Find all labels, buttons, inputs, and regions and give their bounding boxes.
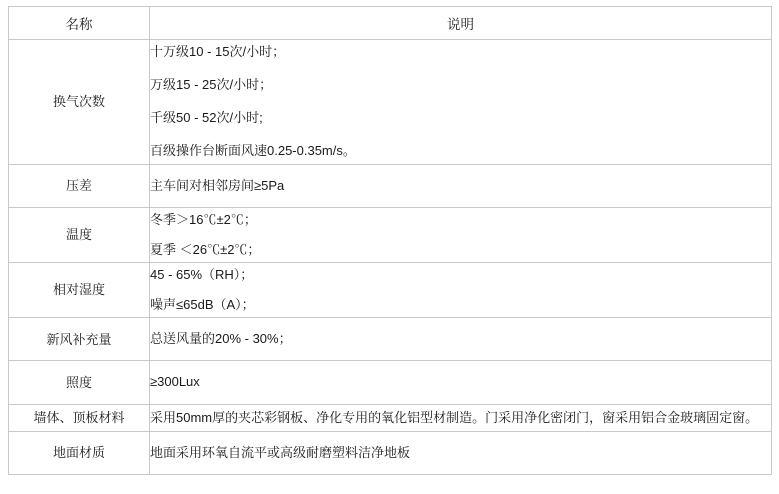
table-row — [9, 318, 772, 361]
row-description — [150, 207, 772, 262]
row-name: 换气次数 — [9, 40, 150, 165]
row-description — [150, 431, 772, 474]
description-line: 主车间对相邻房间≥5Pa — [150, 177, 285, 193]
column-header-name: 名称 — [9, 7, 150, 40]
table-header — [9, 7, 772, 40]
description-line: 千级50 - 52次/小时; — [150, 110, 263, 126]
description-line: 噪声≤65dB（A）； — [150, 297, 255, 313]
table-row — [9, 404, 772, 431]
row-description — [150, 164, 772, 207]
description-line: 万级15 - 25次/小时； — [150, 77, 273, 93]
description-line: ≥300Lux — [150, 374, 200, 390]
table-row — [9, 431, 772, 474]
table-row — [9, 207, 772, 262]
description-line: 冬季＞16℃±2℃； — [150, 211, 257, 227]
row-description — [150, 404, 772, 431]
row-name: 相对湿度 — [9, 262, 150, 317]
description-line: 地面采用环氧自流平或高级耐磨塑料洁净地板 — [150, 444, 411, 460]
row-name: 地面材质 — [9, 431, 150, 474]
specification-table — [8, 6, 772, 475]
row-name: 墙体、顶板材料 — [9, 404, 150, 431]
table-row — [9, 40, 772, 165]
row-name: 压差 — [9, 164, 150, 207]
column-header-description: 说明 — [150, 7, 772, 40]
description-line: 夏季 ＜26℃±2℃； — [150, 241, 261, 257]
table-header-row — [9, 7, 772, 40]
table-row — [9, 164, 772, 207]
table-row — [9, 262, 772, 317]
row-description — [150, 262, 772, 317]
description-line: 十万级10 - 15次/小时； — [150, 44, 286, 59]
description-line: 百级操作台断面风速0.25-0.35m/s。 — [150, 143, 356, 159]
table-row — [9, 361, 772, 404]
row-name: 照度 — [9, 361, 150, 404]
row-description — [150, 318, 772, 361]
row-name: 新风补充量 — [9, 318, 150, 361]
row-name: 温度 — [9, 207, 150, 262]
description-line: 采用50mm厚的夹芯彩钢板、净化专用的氧化铝型材制造。门采用净化密闭门，窗采用铝合金玻璃固定窗。 — [150, 409, 759, 425]
description-line: 总送风量的20% - 30%； — [150, 331, 292, 347]
row-description — [150, 361, 772, 404]
row-description — [150, 40, 772, 165]
description-line: 45 - 65%（RH）； — [150, 266, 254, 282]
table-body — [9, 40, 772, 475]
